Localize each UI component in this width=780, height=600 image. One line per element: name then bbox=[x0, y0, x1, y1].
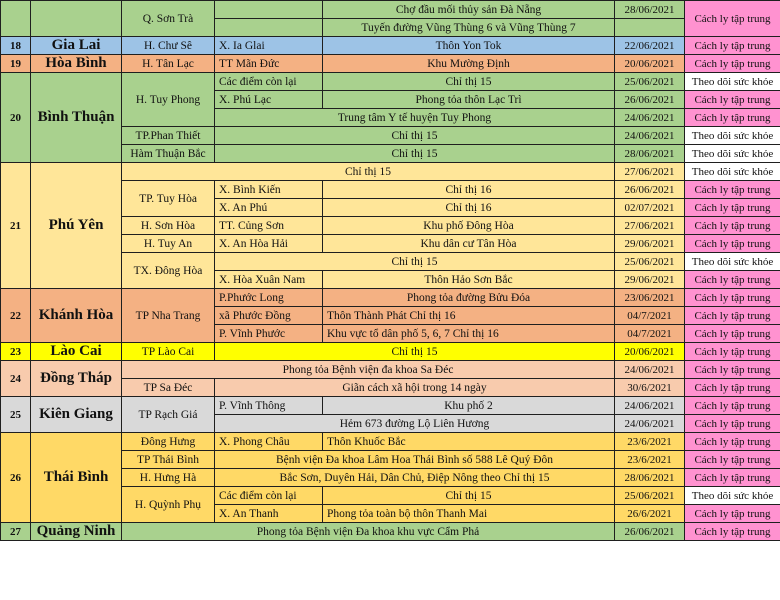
province-name: Phú Yên bbox=[31, 163, 122, 289]
commune-name: P. Vĩnh Thông bbox=[215, 397, 323, 415]
table-row bbox=[1, 433, 780, 451]
date-cell: 26/6/2021 bbox=[615, 505, 685, 523]
status-badge: Theo dõi sức khỏe bbox=[685, 73, 780, 91]
status-badge: Cách ly tập trung bbox=[685, 199, 780, 217]
row-number bbox=[1, 1, 31, 37]
table-row bbox=[1, 163, 780, 181]
district-name: TP Thái Bình bbox=[122, 451, 215, 469]
table-row bbox=[1, 73, 780, 91]
date-cell: 28/06/2021 bbox=[615, 1, 685, 19]
district-name: TP Rạch Giá bbox=[122, 397, 215, 433]
province-name: Khánh Hòa bbox=[31, 289, 122, 343]
row-number: 20 bbox=[1, 73, 31, 163]
area-detail: Chỉ thị 15 bbox=[323, 487, 615, 505]
date-cell: 30/6/2021 bbox=[615, 379, 685, 397]
area-detail: Chỉ thị 15 bbox=[122, 163, 615, 181]
status-badge: Cách ly tập trung bbox=[685, 181, 780, 199]
district-name: Hàm Thuận Bắc bbox=[122, 145, 215, 163]
commune-name: X. Hòa Xuân Nam bbox=[215, 271, 323, 289]
area-detail: Chỉ thị 16 bbox=[323, 181, 615, 199]
status-badge: Theo dõi sức khỏe bbox=[685, 487, 780, 505]
area-detail: Thôn Hảo Sơn Bắc bbox=[323, 271, 615, 289]
status-badge: Cách ly tập trung bbox=[685, 343, 780, 361]
date-cell: 25/06/2021 bbox=[615, 73, 685, 91]
status-badge: Cách ly tập trung bbox=[685, 433, 780, 451]
date-cell: 24/06/2021 bbox=[615, 415, 685, 433]
row-number: 26 bbox=[1, 433, 31, 523]
table-row bbox=[1, 1, 780, 19]
area-detail: Khu phố Đông Hòa bbox=[323, 217, 615, 235]
district-name: H. Sơn Hòa bbox=[122, 217, 215, 235]
date-cell: 22/06/2021 bbox=[615, 37, 685, 55]
area-detail: Chỉ thị 16 bbox=[323, 199, 615, 217]
commune-name: Các điểm còn lại bbox=[215, 487, 323, 505]
commune-name: X. Bình Kiến bbox=[215, 181, 323, 199]
table-row bbox=[1, 343, 780, 361]
date-cell: 23/6/2021 bbox=[615, 433, 685, 451]
area-detail: Thôn Thành Phát Chỉ thị 16 bbox=[323, 307, 615, 325]
date-cell: 24/06/2021 bbox=[615, 397, 685, 415]
status-badge: Cách ly tập trung bbox=[685, 379, 780, 397]
status-badge: Cách ly tập trung bbox=[685, 37, 780, 55]
table-row bbox=[1, 361, 780, 379]
row-number: 19 bbox=[1, 55, 31, 73]
date-cell: 29/06/2021 bbox=[615, 235, 685, 253]
date-cell: 27/06/2021 bbox=[615, 163, 685, 181]
date-cell: 26/06/2021 bbox=[615, 181, 685, 199]
area-detail: Chỉ thị 15 bbox=[215, 253, 615, 271]
district-name: H. Hưng Hà bbox=[122, 469, 215, 487]
row-number: 25 bbox=[1, 397, 31, 433]
district-name: TP. Tuy Hòa bbox=[122, 181, 215, 217]
status-badge: Cách ly tập trung bbox=[685, 523, 780, 541]
date-cell: 25/06/2021 bbox=[615, 487, 685, 505]
date-cell: 24/06/2021 bbox=[615, 127, 685, 145]
area-detail: Chỉ thị 15 bbox=[215, 343, 615, 361]
province-name: Đồng Tháp bbox=[31, 361, 122, 397]
date-cell: 23/6/2021 bbox=[615, 451, 685, 469]
table-row bbox=[1, 55, 780, 73]
district-name: TP Sa Đéc bbox=[122, 379, 215, 397]
area-detail: Thôn Yon Tok bbox=[323, 37, 615, 55]
date-cell: 20/06/2021 bbox=[615, 343, 685, 361]
status-badge: Cách ly tập trung bbox=[685, 271, 780, 289]
area-detail: Phong tỏa thôn Lạc Trì bbox=[323, 91, 615, 109]
status-badge: Cách ly tập trung bbox=[685, 325, 780, 343]
status-badge: Cách ly tập trung bbox=[685, 217, 780, 235]
commune-name: X. An Phú bbox=[215, 199, 323, 217]
district-name: TP Nha Trang bbox=[122, 289, 215, 343]
date-cell: 29/06/2021 bbox=[615, 271, 685, 289]
province-name: Quảng Ninh bbox=[31, 523, 122, 541]
status-badge: Cách ly tập trung bbox=[685, 361, 780, 379]
commune-name: xã Phước Đồng bbox=[215, 307, 323, 325]
district-name: H. Tân Lạc bbox=[122, 55, 215, 73]
area-detail: Hẻm 673 đường Lộ Liên Hương bbox=[215, 415, 615, 433]
commune-name: P.Phước Long bbox=[215, 289, 323, 307]
commune-name: X. An Hòa Hải bbox=[215, 235, 323, 253]
status-badge: Cách ly tập trung bbox=[685, 415, 780, 433]
date-cell: 24/06/2021 bbox=[615, 109, 685, 127]
area-detail: Phong tỏa Bệnh viện đa khoa Sa Đéc bbox=[122, 361, 615, 379]
area-detail: Phong tỏa toàn bộ thôn Thanh Mai bbox=[323, 505, 615, 523]
district-name: H. Tuy An bbox=[122, 235, 215, 253]
date-cell: 28/06/2021 bbox=[615, 145, 685, 163]
province-name: Thái Bình bbox=[31, 433, 122, 523]
district-name: H. Tuy Phong bbox=[122, 73, 215, 127]
district-name: TX. Đông Hòa bbox=[122, 253, 215, 289]
province-name: Kiên Giang bbox=[31, 397, 122, 433]
commune-name: X. An Thanh bbox=[215, 505, 323, 523]
row-number: 27 bbox=[1, 523, 31, 541]
date-cell: 28/06/2021 bbox=[615, 469, 685, 487]
area-detail: Chỉ thị 15 bbox=[323, 73, 615, 91]
status-badge: Cách ly tập trung bbox=[685, 307, 780, 325]
commune-name: P. Vĩnh Phước bbox=[215, 325, 323, 343]
status-badge: Cách ly tập trung bbox=[685, 451, 780, 469]
row-number: 21 bbox=[1, 163, 31, 289]
district-name: TP.Phan Thiết bbox=[122, 127, 215, 145]
date-cell: 25/06/2021 bbox=[615, 253, 685, 271]
commune-name bbox=[215, 19, 323, 37]
date-cell: 24/06/2021 bbox=[615, 361, 685, 379]
table-body bbox=[1, 1, 780, 541]
table-row bbox=[1, 37, 780, 55]
status-badge: Cách ly tập trung bbox=[685, 505, 780, 523]
area-detail: Chỉ thị 15 bbox=[215, 127, 615, 145]
province-name: Bình Thuận bbox=[31, 73, 122, 163]
date-cell: 20/06/2021 bbox=[615, 55, 685, 73]
commune-name: X. Ia Glai bbox=[215, 37, 323, 55]
commune-name bbox=[215, 1, 323, 19]
area-detail: Tuyến đường Vũng Thùng 6 và Vũng Thùng 7 bbox=[323, 19, 615, 37]
area-detail: Phong tỏa Bệnh viện Đa khoa khu vực Cẩm Phả bbox=[122, 523, 615, 541]
commune-name: X. Phong Châu bbox=[215, 433, 323, 451]
commune-name: Các điểm còn lại bbox=[215, 73, 323, 91]
status-badge: Cách ly tập trung bbox=[685, 289, 780, 307]
area-detail: Giãn cách xã hội trong 14 ngày bbox=[215, 379, 615, 397]
commune-name: TT Mãn Đức bbox=[215, 55, 323, 73]
row-number: 18 bbox=[1, 37, 31, 55]
area-detail: Phong tỏa đường Bửu Đóa bbox=[323, 289, 615, 307]
status-badge: Theo dõi sức khỏe bbox=[685, 253, 780, 271]
area-detail: Khu dân cư Tân Hòa bbox=[323, 235, 615, 253]
status-badge: Cách ly tập trung bbox=[685, 55, 780, 73]
province-name: Hòa Bình bbox=[31, 55, 122, 73]
row-number: 22 bbox=[1, 289, 31, 343]
district-name: Q. Sơn Trà bbox=[122, 1, 215, 37]
province-name bbox=[31, 1, 122, 37]
status-badge: Cách ly tập trung bbox=[685, 109, 780, 127]
area-detail: Trung tâm Y tế huyện Tuy Phong bbox=[215, 109, 615, 127]
status-badge: Cách ly tập trung bbox=[685, 235, 780, 253]
date-cell: 04/7/2021 bbox=[615, 325, 685, 343]
area-detail: Chợ đầu mối thủy sản Đà Nẵng bbox=[323, 1, 615, 19]
row-number: 24 bbox=[1, 361, 31, 397]
commune-name: TT. Củng Sơn bbox=[215, 217, 323, 235]
status-badge: Cách ly tập trung bbox=[685, 91, 780, 109]
status-badge: Theo dõi sức khỏe bbox=[685, 145, 780, 163]
province-name: Lào Cai bbox=[31, 343, 122, 361]
area-detail: Khu vực tổ dân phố 5, 6, 7 Chỉ thị 16 bbox=[323, 325, 615, 343]
area-detail: Thôn Khuốc Bắc bbox=[323, 433, 615, 451]
table-row bbox=[1, 397, 780, 415]
area-detail: Bệnh viện Đa khoa Lâm Hoa Thái Bình số 588 Lê Quý Đôn bbox=[215, 451, 615, 469]
area-detail: Khu Mường Định bbox=[323, 55, 615, 73]
status-badge: Theo dõi sức khỏe bbox=[685, 127, 780, 145]
table-row bbox=[1, 289, 780, 307]
status-badge: Theo dõi sức khỏe bbox=[685, 163, 780, 181]
province-name: Gia Lai bbox=[31, 37, 122, 55]
area-detail: Bắc Sơn, Duyên Hải, Dân Chủ, Điệp Nông theo Chỉ thị 15 bbox=[215, 469, 615, 487]
commune-name: X. Phú Lạc bbox=[215, 91, 323, 109]
date-cell: 23/06/2021 bbox=[615, 289, 685, 307]
district-name: H. Chư Sê bbox=[122, 37, 215, 55]
status-badge: Cách ly tập trung bbox=[685, 397, 780, 415]
date-cell: 02/07/2021 bbox=[615, 199, 685, 217]
status-badge: Cách ly tập trung bbox=[685, 1, 780, 37]
date-cell: 26/06/2021 bbox=[615, 91, 685, 109]
date-cell: 26/06/2021 bbox=[615, 523, 685, 541]
date-cell: 04/7/2021 bbox=[615, 307, 685, 325]
date-cell bbox=[615, 19, 685, 37]
table-row bbox=[1, 523, 780, 541]
district-name: H. Quỳnh Phụ bbox=[122, 487, 215, 523]
district-name: TP Lào Cai bbox=[122, 343, 215, 361]
status-badge: Cách ly tập trung bbox=[685, 469, 780, 487]
area-detail: Khu phố 2 bbox=[323, 397, 615, 415]
date-cell: 27/06/2021 bbox=[615, 217, 685, 235]
area-detail: Chỉ thị 15 bbox=[215, 145, 615, 163]
district-name: Đông Hưng bbox=[122, 433, 215, 451]
row-number: 23 bbox=[1, 343, 31, 361]
